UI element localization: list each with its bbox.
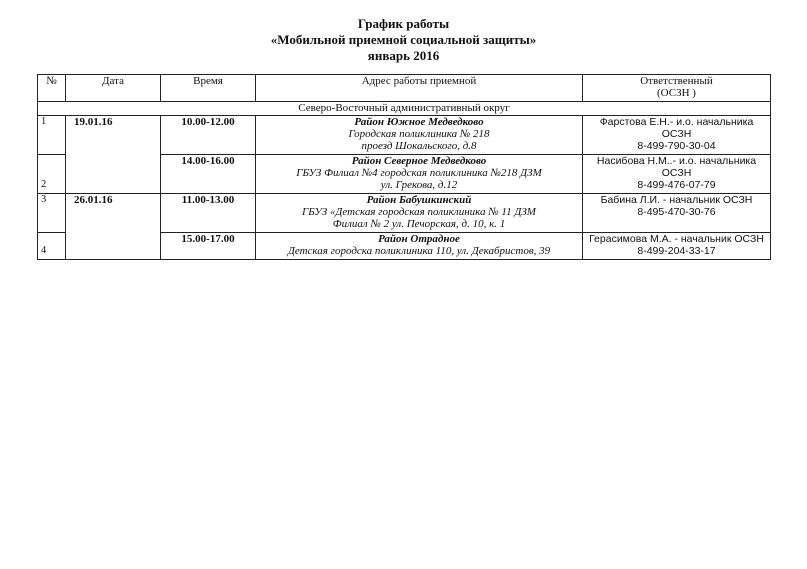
- row-district: Район Северное Медведково: [351, 155, 487, 167]
- title-line-1: График работы: [357, 16, 450, 31]
- row-responsible-name: Фарстова Е.Н.- и.о. начальника ОСЗН: [599, 116, 754, 140]
- row-responsible-phone: 8-499-476-07-79: [637, 179, 716, 191]
- row-responsible: [583, 116, 771, 155]
- title-line-3: январь 2016: [367, 48, 440, 63]
- row-num: 4: [38, 233, 66, 260]
- col-header-responsible-line1: Ответственный: [640, 75, 713, 87]
- row-date: 19.01.16: [66, 116, 161, 155]
- col-header-time: Время: [161, 75, 256, 102]
- row-address-line2: Филиал № 2 ул. Печорская, д. 10, к. 1: [332, 218, 506, 230]
- region-row: [38, 102, 771, 116]
- row-responsible-name: Герасимова М.А. - начальник ОСЗН: [589, 233, 764, 245]
- col-header-num: №: [38, 75, 66, 102]
- table-row: [38, 116, 771, 155]
- row-address: [256, 116, 583, 155]
- row-time: 11.00-13.00: [161, 194, 256, 233]
- row-address-line1: Детская городска поликлиника 110, ул. Декабристов, 39: [287, 245, 551, 257]
- region-label: Северо-Восточный административный округ: [38, 102, 771, 116]
- row-responsible-name: Насибова Н.М..- и.о. начальника ОСЗН: [596, 155, 757, 179]
- col-header-responsible-line2: (ОСЗН ): [657, 87, 696, 99]
- table-header-row: [38, 75, 771, 102]
- row-responsible-phone: 8-499-790-30-04: [637, 140, 716, 152]
- row-address-line1: ГБУЗ Филиал №4 городская поликлиника №218 ДЗМ: [296, 167, 542, 179]
- row-responsible: [583, 194, 771, 233]
- row-address-line1: ГБУЗ «Детская городская поликлиника № 11 ДЗМ: [302, 206, 536, 218]
- col-header-address: Адрес работы приемной: [256, 75, 583, 102]
- row-district: Район Бабушкинский: [366, 194, 472, 206]
- row-num: 2: [38, 155, 66, 194]
- row-district: Район Отрадное: [378, 233, 460, 245]
- row-responsible: [583, 233, 771, 260]
- schedule-table: [37, 74, 771, 260]
- row-address: [256, 155, 583, 194]
- row-date: 26.01.16: [66, 194, 161, 233]
- row-address-line1: Городская поликлиника № 218: [348, 128, 490, 140]
- title-line-2: «Мобильной приемной социальной защиты»: [270, 32, 537, 47]
- row-num: 3: [38, 194, 66, 233]
- table-row: [38, 233, 771, 260]
- table-row: [38, 155, 771, 194]
- row-address-line2: проезд Шокальского, д.8: [361, 140, 477, 152]
- row-address: [256, 194, 583, 233]
- row-responsible-name: Бабина Л.И. - начальник ОСЗН: [600, 194, 753, 206]
- document-title: [0, 16, 807, 64]
- col-header-date: Дата: [66, 75, 161, 102]
- row-district: Район Южное Медведково: [354, 116, 484, 128]
- col-header-responsible: [583, 75, 771, 102]
- row-num: 1: [38, 116, 66, 155]
- row-time: 14.00-16.00: [161, 155, 256, 194]
- row-address-line2: ул. Грекова, д.12: [380, 179, 458, 191]
- row-responsible: [583, 155, 771, 194]
- row-time: 15.00-17.00: [161, 233, 256, 260]
- row-address: [256, 233, 583, 260]
- table-row: [38, 194, 771, 233]
- row-time: 10.00-12.00: [161, 116, 256, 155]
- row-date: [66, 233, 161, 260]
- row-responsible-phone: 8-499-204-33-17: [637, 245, 716, 257]
- row-date: [66, 155, 161, 194]
- row-responsible-phone: 8-495-470-30-76: [637, 206, 716, 218]
